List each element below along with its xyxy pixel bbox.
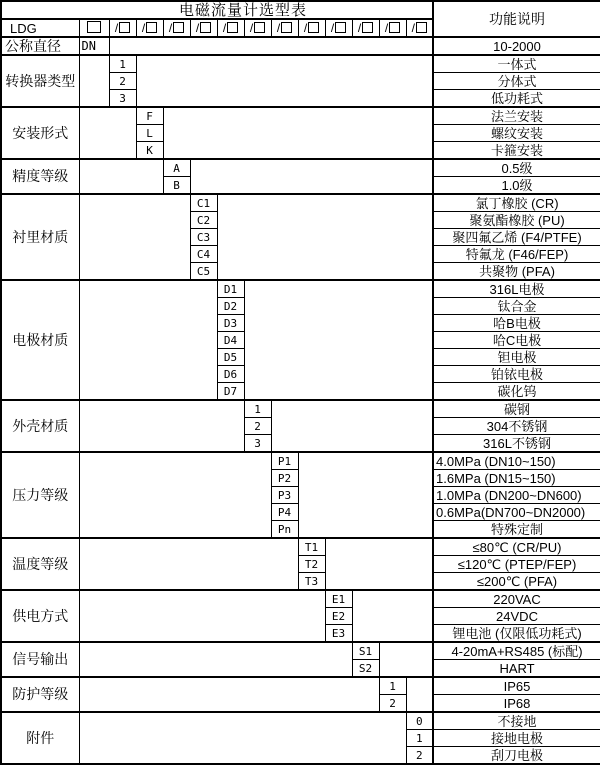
table-row	[1, 280, 600, 298]
desc-cell: 1.0MPa (DN200~DN600)	[433, 487, 600, 504]
code-cell: 1	[379, 677, 406, 695]
spacer-cell	[79, 400, 244, 452]
desc-cell: 0.5级	[433, 159, 600, 177]
empty-box-icon	[416, 22, 427, 33]
code-cell: E3	[325, 625, 352, 643]
category-label: 外壳材质	[1, 400, 79, 452]
desc-cell: 聚四氟乙烯 (F4/PTFE)	[433, 229, 600, 246]
empty-box-icon	[87, 21, 101, 33]
code-cell: DN	[79, 37, 109, 55]
empty-box-icon	[281, 22, 292, 33]
slash-separator: /	[195, 21, 200, 35]
code-cell: E1	[325, 590, 352, 608]
desc-cell: 哈C电极	[433, 332, 600, 349]
desc-cell: ≤120℃ (PTEP/FEP)	[433, 556, 600, 573]
desc-cell: 10-2000	[433, 37, 600, 55]
desc-cell: 不接地	[433, 712, 600, 730]
desc-cell: 碳化钨	[433, 383, 600, 401]
code-cell: 1	[406, 730, 433, 747]
category-label: 转换器类型	[1, 55, 79, 107]
desc-cell: 哈B电极	[433, 315, 600, 332]
desc-cell: 钽电极	[433, 349, 600, 366]
code-cell: D6	[217, 366, 244, 383]
code-cell: 1	[244, 400, 271, 418]
slash-separator: /	[168, 21, 173, 35]
slash-separator: /	[384, 21, 389, 35]
title-row	[1, 1, 600, 19]
desc-cell: IP68	[433, 695, 600, 713]
spacer-cell	[379, 642, 433, 677]
code-box-cell	[217, 19, 244, 37]
empty-box-icon	[254, 22, 265, 33]
code-box-cell	[190, 19, 217, 37]
spacer-cell	[79, 107, 136, 159]
code-cell: P2	[271, 470, 298, 487]
table-row	[1, 538, 600, 556]
code-cell: C3	[190, 229, 217, 246]
desc-cell: 法兰安装	[433, 107, 600, 125]
code-cell: T2	[298, 556, 325, 573]
code-cell: D4	[217, 332, 244, 349]
desc-cell: 304不锈钢	[433, 418, 600, 435]
code-cell: Pn	[271, 521, 298, 539]
code-cell: C2	[190, 212, 217, 229]
code-cell: 1	[109, 55, 136, 73]
desc-cell: 1.6MPa (DN15~150)	[433, 470, 600, 487]
model-prefix-label: LDG	[1, 19, 79, 37]
page-title: 电磁流量计选型表	[1, 1, 433, 19]
table-row	[1, 677, 600, 695]
desc-cell: 铂铱电极	[433, 366, 600, 383]
desc-cell: 分体式	[433, 73, 600, 90]
table-row	[1, 452, 600, 470]
code-cell: 2	[109, 73, 136, 90]
code-cell: T3	[298, 573, 325, 591]
category-label: 安装形式	[1, 107, 79, 159]
category-label: 压力等级	[1, 452, 79, 538]
code-cell: D2	[217, 298, 244, 315]
code-cell: C4	[190, 246, 217, 263]
slash-separator: /	[222, 21, 227, 35]
code-box-cell	[379, 19, 406, 37]
code-box-cell	[406, 19, 433, 37]
empty-box-icon	[335, 22, 346, 33]
table-row	[1, 712, 600, 730]
empty-box-icon	[200, 22, 211, 33]
desc-cell: 锂电池 (仅限低功耗式)	[433, 625, 600, 643]
spacer-cell	[217, 194, 433, 280]
empty-box-icon	[308, 22, 319, 33]
spacer-cell	[79, 590, 325, 642]
slash-separator: /	[249, 21, 254, 35]
category-label: 信号输出	[1, 642, 79, 677]
spacer-cell	[79, 452, 271, 538]
desc-cell: IP65	[433, 677, 600, 695]
category-label: 电极材质	[1, 280, 79, 400]
spacer-cell	[79, 280, 217, 400]
code-cell: P4	[271, 504, 298, 521]
desc-cell: 1.0级	[433, 177, 600, 195]
desc-cell: 碳钢	[433, 400, 600, 418]
code-cell: 3	[244, 435, 271, 453]
desc-cell: 接地电极	[433, 730, 600, 747]
slash-separator: /	[114, 21, 119, 35]
spacer-cell	[79, 712, 406, 764]
code-cell: B	[163, 177, 190, 195]
category-label: 精度等级	[1, 159, 79, 194]
category-label: 温度等级	[1, 538, 79, 590]
empty-box-icon	[362, 22, 373, 33]
diameter-row	[1, 37, 600, 55]
category-label: 附件	[1, 712, 79, 764]
code-cell: K	[136, 142, 163, 160]
table-row	[1, 159, 600, 177]
desc-cell: 低功耗式	[433, 90, 600, 108]
spacer-cell	[190, 159, 433, 194]
code-cell: P1	[271, 452, 298, 470]
code-cell: S2	[352, 660, 379, 678]
category-label: 衬里材质	[1, 194, 79, 280]
code-cell: D1	[217, 280, 244, 298]
desc-cell: 氯丁橡胶 (CR)	[433, 194, 600, 212]
code-box-cell	[136, 19, 163, 37]
code-cell: 2	[244, 418, 271, 435]
empty-box-icon	[173, 22, 184, 33]
spacer-cell	[79, 677, 379, 712]
code-cell: 2	[379, 695, 406, 713]
spacer-cell	[298, 452, 433, 538]
desc-cell: 刮刀电极	[433, 747, 600, 765]
spacer-cell	[79, 194, 190, 280]
spacer-cell	[271, 400, 433, 452]
desc-cell: 螺纹安装	[433, 125, 600, 142]
code-box-cell	[109, 19, 136, 37]
table-row	[1, 194, 600, 212]
code-cell: 2	[406, 747, 433, 765]
spacer-cell	[109, 37, 433, 55]
slash-separator: /	[303, 21, 308, 35]
desc-cell: 4.0MPa (DN10~150)	[433, 452, 600, 470]
table-row	[1, 590, 600, 608]
spacer-cell	[325, 538, 433, 590]
code-cell: S1	[352, 642, 379, 660]
code-box-cell	[298, 19, 325, 37]
desc-cell: 220VAC	[433, 590, 600, 608]
empty-box-icon	[146, 22, 157, 33]
spacer-cell	[352, 590, 433, 642]
code-box-cell	[244, 19, 271, 37]
spacer-cell	[406, 677, 433, 712]
empty-box-icon	[389, 22, 400, 33]
code-box-cell	[271, 19, 298, 37]
table-row	[1, 55, 600, 73]
desc-cell: 共聚物 (PFA)	[433, 263, 600, 281]
category-label: 供电方式	[1, 590, 79, 642]
desc-cell: 聚氨酯橡胶 (PU)	[433, 212, 600, 229]
desc-cell: 钛合金	[433, 298, 600, 315]
code-cell: 0	[406, 712, 433, 730]
desc-cell: 特殊定制	[433, 521, 600, 539]
slash-separator: /	[141, 21, 146, 35]
code-cell: C1	[190, 194, 217, 212]
spacer-cell	[244, 280, 433, 400]
desc-cell: ≤80℃ (CR/PU)	[433, 538, 600, 556]
code-cell: E2	[325, 608, 352, 625]
code-cell: D3	[217, 315, 244, 332]
desc-cell: 卡箍安装	[433, 142, 600, 160]
spacer-cell	[79, 55, 109, 107]
spacer-cell	[79, 538, 298, 590]
function-column-header: 功能说明	[433, 1, 600, 37]
desc-cell: 24VDC	[433, 608, 600, 625]
code-cell: P3	[271, 487, 298, 504]
code-cell: F	[136, 107, 163, 125]
code-cell: A	[163, 159, 190, 177]
table-row	[1, 400, 600, 418]
slash-separator: /	[357, 21, 362, 35]
code-cell: T1	[298, 538, 325, 556]
category-label: 公称直径	[1, 37, 79, 55]
desc-cell: 316L电极	[433, 280, 600, 298]
code-box-cell	[325, 19, 352, 37]
spacer-cell	[163, 107, 433, 159]
code-box-cell	[79, 19, 109, 37]
slash-separator: /	[276, 21, 281, 35]
code-cell: D5	[217, 349, 244, 366]
empty-box-icon	[119, 22, 130, 33]
desc-cell: 4-20mA+RS485 (标配)	[433, 642, 600, 660]
empty-box-icon	[227, 22, 238, 33]
code-cell: 3	[109, 90, 136, 108]
slash-separator: /	[411, 21, 415, 35]
desc-cell: 0.6MPa(DN700~DN2000)	[433, 504, 600, 521]
desc-cell: HART	[433, 660, 600, 678]
code-cell: D7	[217, 383, 244, 401]
category-label: 防护等级	[1, 677, 79, 712]
spacer-cell	[79, 642, 352, 677]
table-row	[1, 107, 600, 125]
desc-cell: 316L不锈钢	[433, 435, 600, 453]
desc-cell: ≤200℃ (PFA)	[433, 573, 600, 591]
spacer-cell	[136, 55, 433, 107]
code-box-cell	[163, 19, 190, 37]
code-cell: L	[136, 125, 163, 142]
desc-cell: 一体式	[433, 55, 600, 73]
desc-cell: 特氟龙 (F46/FEP)	[433, 246, 600, 263]
code-box-cell	[352, 19, 379, 37]
code-cell: C5	[190, 263, 217, 281]
spacer-cell	[79, 159, 163, 194]
slash-separator: /	[330, 21, 335, 35]
table-row	[1, 642, 600, 660]
